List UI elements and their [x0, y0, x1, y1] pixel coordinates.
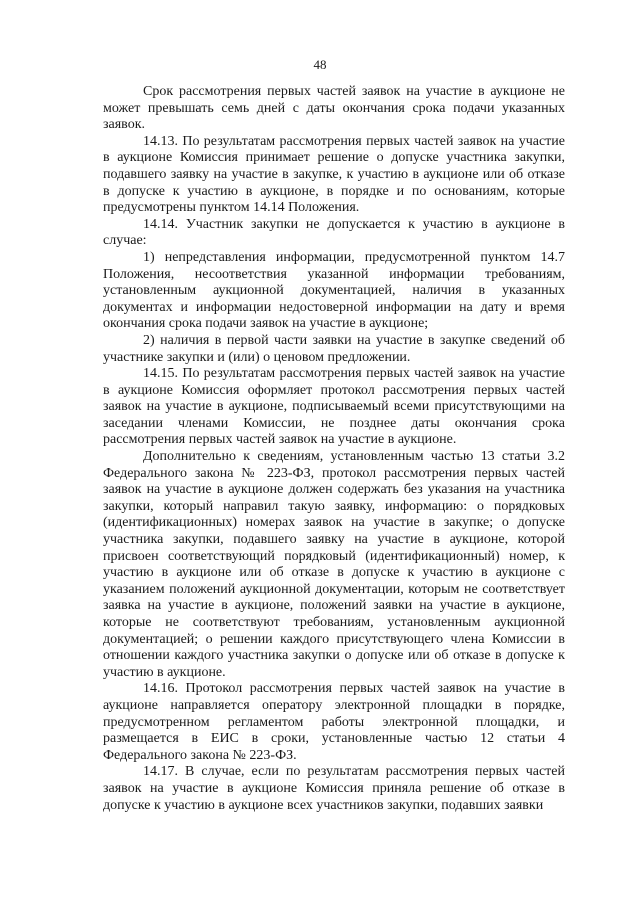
document-body [103, 84, 565, 814]
paragraph-14-15-additional: Дополнительно к сведениям, установленным частью 13 статьи 3.2 Федерального закона № 223-ФЗ, протокол рассмотрения первых частей заявок на участие в аукционе должен содержать без указания на участника закупки, который направил такую заявку, информацию: о порядковых (идентификационных) номерах заявок на участие в закупке; о допуске участника закупки, подавшего заявку на участие в аукционе, которой присвоен соответствующий порядковый (идентификационный) номер, к участию в аукционе или об отказе в допуске к участию в аукционе с указанием положений аукционной документации, которым не соответствует заявка на участие в аукционе, положений заявки на участие в аукционе, которые не соответствуют требованиям, установленным аукционной документацией; о решении каждого присутствующего члена Комиссии в отношении каждого участника закупки о допуске или об отказе в допуске к участию в аукционе. [103, 449, 565, 680]
paragraph-14-14: 14.14. Участник закупки не допускается к участию в аукционе в случае: [103, 216, 565, 249]
paragraph-14-16: 14.16. Протокол рассмотрения первых частей заявок на участие в аукционе направляется оператору электронной площадки в порядке, предусмотренном регламентом работы электронной площадки, и размещается в ЕИС в сроки, установленные частью 12 статьи 4 Федерального закона № 223-ФЗ. [103, 681, 565, 763]
paragraph-14-13: 14.13. По результатам рассмотрения первых частей заявок на участие в аукционе Комиссия принимает решение о допуске участника закупки, подавшего заявку на участие в закупке, к участию в аукционе или об отказе в допуске к участию в аукционе, в порядке и по основаниям, которые предусмотрены пунктом 14.14 Положения. [103, 133, 565, 216]
page-number: 48 [313, 57, 327, 72]
paragraph-14-14-item-2: 2) наличия в первой части заявки на участие в закупке сведений об участнике закупки и (или) о ценовом предложении. [103, 332, 565, 365]
paragraph-14-14-item-1: 1) непредставления информации, предусмотренной пунктом 14.7 Положения, несоответствия указанной информации требованиям, установленным аукционной документацией, наличия в указанных документах и информации недостоверной информации на дату и время окончания срока подачи заявок на участие в аукционе; [103, 249, 565, 332]
paragraph-review-term: Срок рассмотрения первых частей заявок на участие в аукционе не может превышать семь дней с даты окончания срока подачи указанных заявок. [103, 84, 565, 133]
paragraph-14-17: 14.17. В случае, если по результатам рассмотрения первых частей заявок на участие в аукционе Комиссия приняла решение об отказе в допуске к участию в аукционе всех участников закупки, подавших заявки [103, 764, 565, 813]
paragraph-14-15: 14.15. По результатам рассмотрения первых частей заявок на участие в аукционе Комиссия оформляет протокол рассмотрения первых частей заявок на участие в аукционе, подписываемый всеми присутствующими на заседании членами Комиссии, не позднее даты окончания срока рассмотрения первых частей заявок на участие в аукционе. [103, 366, 565, 448]
